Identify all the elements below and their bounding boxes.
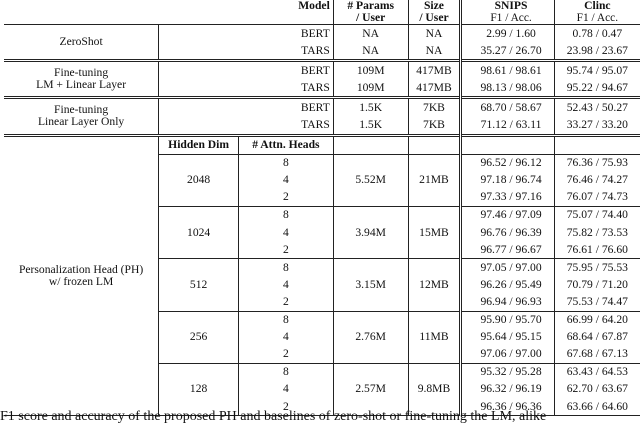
params-header-title: # Params xyxy=(347,0,394,12)
snips-cell: 97.18 / 96.74 xyxy=(480,173,542,187)
snips-cell: 96.77 / 96.67 xyxy=(480,242,542,256)
ph-label-line1: Personalization Head (PH) xyxy=(18,262,144,276)
attn-heads-cell: 4 xyxy=(283,225,289,239)
snips-empty-cell xyxy=(468,135,554,154)
size-cell: 21MB xyxy=(408,154,461,206)
hidden-dim-cell: 256 xyxy=(159,311,239,363)
snips-cell: 95.64 / 95.15 xyxy=(480,330,542,344)
hidden-dim-cell: 512 xyxy=(159,259,239,311)
params-cell: 2.57M xyxy=(333,363,408,415)
snips-cell: 71.12 / 63.11 xyxy=(480,118,542,132)
snips-cell: 96.52 / 96.12 xyxy=(480,156,542,170)
params-header xyxy=(333,0,408,25)
size-header-sub: / User xyxy=(419,11,449,24)
clinc-cell: 67.68 / 67.13 xyxy=(554,346,640,364)
clinc-cell: 23.98 / 23.67 xyxy=(554,42,640,61)
clinc-cell: 70.79 / 71.20 xyxy=(554,276,640,293)
spacer-cell xyxy=(461,381,469,398)
snips-cell: 97.33 / 97.16 xyxy=(480,190,542,204)
attn-heads-cell: 8 xyxy=(283,365,289,379)
model-name-cell: BERT xyxy=(300,100,330,114)
model-name-cell: TARS xyxy=(301,43,330,57)
ph-label xyxy=(4,135,159,416)
model-name-cell: BERT xyxy=(300,26,330,40)
snips-cell: 98.13 / 98.06 xyxy=(480,80,542,94)
clinc-cell: 76.36 / 75.93 xyxy=(554,154,640,172)
zeroshot-label: ZeroShot xyxy=(4,25,159,61)
size-header-title: Size xyxy=(423,0,444,12)
snips-cell: 96.76 / 96.39 xyxy=(480,225,542,239)
size-cell: 11MB xyxy=(408,311,461,363)
model-name-cell: TARS xyxy=(301,80,330,94)
params-cell: 2.76M xyxy=(333,311,408,363)
spacer-cell xyxy=(461,25,469,43)
clinc-cell: 0.78 / 0.47 xyxy=(554,25,640,43)
params-cell: 1.5K xyxy=(333,116,408,135)
params-cell: 109M xyxy=(333,79,408,98)
spacer-cell xyxy=(461,276,469,293)
hidden-dim-cell: 1024 xyxy=(159,206,239,258)
model-header: Model xyxy=(298,0,330,12)
ph-label-line2: w/ frozen LM xyxy=(48,274,114,288)
params-cell: NA xyxy=(333,42,408,61)
spacer-cell xyxy=(461,98,469,117)
ft_only-label-line2: Linear Layer Only xyxy=(37,115,125,129)
attn-heads-cell: 2 xyxy=(283,190,289,204)
clinc-cell: 76.61 / 76.60 xyxy=(554,241,640,259)
size-cell: 7KB xyxy=(408,98,461,117)
attn-heads-cell: 2 xyxy=(283,242,289,256)
size-cell: 9.8MB xyxy=(408,363,461,415)
clinc-cell: 95.22 / 94.67 xyxy=(554,79,640,98)
size-cell: 7KB xyxy=(408,116,461,135)
table-row xyxy=(4,25,640,43)
clinc-cell: 68.64 / 67.87 xyxy=(554,329,640,346)
spacer-cell xyxy=(461,259,469,277)
clinc-cell: 75.53 / 74.47 xyxy=(554,293,640,311)
spacer-cell xyxy=(461,224,469,241)
clinc-cell: 76.07 / 74.73 xyxy=(554,189,640,207)
size-cell: 15MB xyxy=(408,206,461,258)
attn-heads-cell: 8 xyxy=(283,260,289,274)
model-name-cell: TARS xyxy=(301,118,330,132)
clinc-cell: 95.74 / 95.07 xyxy=(554,61,640,80)
size-cell: 417MB xyxy=(408,61,461,80)
attn-heads-cell: 2 xyxy=(239,398,334,416)
clinc-header-sub: F1 / Acc. xyxy=(576,12,619,24)
snips-cell: 97.05 / 97.00 xyxy=(480,260,542,274)
table-row xyxy=(4,98,640,117)
attn-heads-header: # Attn. Heads xyxy=(252,138,320,152)
snips-header xyxy=(468,0,554,25)
header-spacer xyxy=(461,0,469,25)
hidden-dim-cell: 128 xyxy=(159,363,239,415)
snips-cell: 97.46 / 97.09 xyxy=(480,208,542,222)
results-table xyxy=(4,0,640,416)
snips-cell: 95.32 / 95.28 xyxy=(480,365,542,379)
spacer-cell xyxy=(461,42,469,61)
clinc-cell: 66.99 / 64.20 xyxy=(554,311,640,329)
attn-heads-cell: 4 xyxy=(283,277,289,291)
attn-heads-cell: 4 xyxy=(283,330,289,344)
snips-cell: 68.70 / 58.67 xyxy=(480,100,542,114)
snips-header-title: SNIPS xyxy=(494,0,528,12)
clinc-cell: 63.66 / 64.60 xyxy=(554,398,640,416)
attn-heads-cell: 4 xyxy=(283,382,289,396)
params-cell: 5.52M xyxy=(333,154,408,206)
size-empty-cell xyxy=(408,135,461,154)
params-cell: 3.15M xyxy=(333,259,408,311)
clinc-empty-cell xyxy=(554,135,640,154)
spacer-cell xyxy=(461,135,469,154)
size-cell: NA xyxy=(408,42,461,61)
attn-heads-cell: 4 xyxy=(283,173,289,187)
spacer-cell xyxy=(461,241,469,259)
params-header-sub: / User xyxy=(356,11,386,24)
size-cell: NA xyxy=(408,25,461,43)
attn-heads-cell: 2 xyxy=(283,347,289,361)
snips-cell: 96.32 / 96.19 xyxy=(480,382,542,396)
snips-cell: 97.06 / 97.00 xyxy=(480,347,542,361)
clinc-cell: 75.82 / 73.53 xyxy=(554,224,640,241)
params-cell: 109M xyxy=(333,61,408,80)
clinc-cell: 76.46 / 74.27 xyxy=(554,172,640,189)
spacer-cell xyxy=(461,172,469,189)
table-body xyxy=(4,0,640,416)
clinc-cell: 63.43 / 64.53 xyxy=(554,363,640,381)
snips-cell: 96.26 / 95.49 xyxy=(480,277,542,291)
snips-header-sub: F1 / Acc. xyxy=(490,12,532,24)
table-row xyxy=(4,135,640,154)
attn-heads-cell: 8 xyxy=(283,208,289,222)
ft_linear-label-line2: LM + Linear Layer xyxy=(36,78,127,92)
params-empty-cell xyxy=(333,135,408,154)
snips-cell: 98.61 / 98.61 xyxy=(480,63,542,77)
spacer-cell xyxy=(461,116,469,135)
hidden-dim-header: Hidden Dim xyxy=(159,135,239,154)
attn-heads-cell: 8 xyxy=(283,156,289,170)
spacer-cell xyxy=(461,311,469,329)
spacer-cell xyxy=(461,329,469,346)
snips-cell: 2.99 / 1.60 xyxy=(486,26,536,40)
size-cell: 417MB xyxy=(408,79,461,98)
spacer-cell xyxy=(461,363,469,381)
clinc-cell: 62.70 / 63.67 xyxy=(554,381,640,398)
spacer-cell xyxy=(461,346,469,364)
clinc-cell: 33.27 / 33.20 xyxy=(554,116,640,135)
snips-cell: 96.36 / 96.36 xyxy=(468,398,554,416)
clinc-cell: 75.07 / 74.40 xyxy=(554,206,640,224)
table-row xyxy=(4,61,640,80)
clinc-cell: 75.95 / 75.53 xyxy=(554,259,640,277)
clinc-cell: 52.43 / 50.27 xyxy=(554,98,640,117)
spacer-cell xyxy=(461,61,469,80)
attn-heads-cell: 8 xyxy=(283,313,289,327)
snips-cell: 35.27 / 26.70 xyxy=(480,43,542,57)
size-header xyxy=(408,0,461,25)
spacer-cell xyxy=(461,154,469,172)
snips-cell: 95.90 / 95.70 xyxy=(480,313,542,327)
ft_only-label-line1: Fine-tuning xyxy=(54,103,109,117)
spacer-cell xyxy=(461,189,469,207)
model-name-cell: BERT xyxy=(300,63,330,77)
params-cell: 3.94M xyxy=(333,206,408,258)
ft_linear-label xyxy=(4,61,159,98)
hidden-dim-cell: 2048 xyxy=(159,154,239,206)
params-cell: NA xyxy=(333,25,408,43)
params-cell: 1.5K xyxy=(333,98,408,117)
spacer-cell xyxy=(461,293,469,311)
snips-cell: 96.94 / 96.93 xyxy=(480,294,542,308)
clinc-header xyxy=(554,0,640,25)
clinc-header-title: Clinc xyxy=(584,0,611,12)
attn-heads-cell: 2 xyxy=(283,294,289,308)
spacer-cell xyxy=(461,206,469,224)
ft_only-label xyxy=(4,98,159,135)
ft_linear-label-line1: Fine-tuning xyxy=(54,66,109,80)
table-caption: F1 score and accuracy of the proposed PH and baselines of zero-shot or fine-tuning the LM, alike xyxy=(0,409,547,423)
spacer-cell xyxy=(461,79,469,98)
size-cell: 12MB xyxy=(408,259,461,311)
header-row xyxy=(4,0,640,25)
